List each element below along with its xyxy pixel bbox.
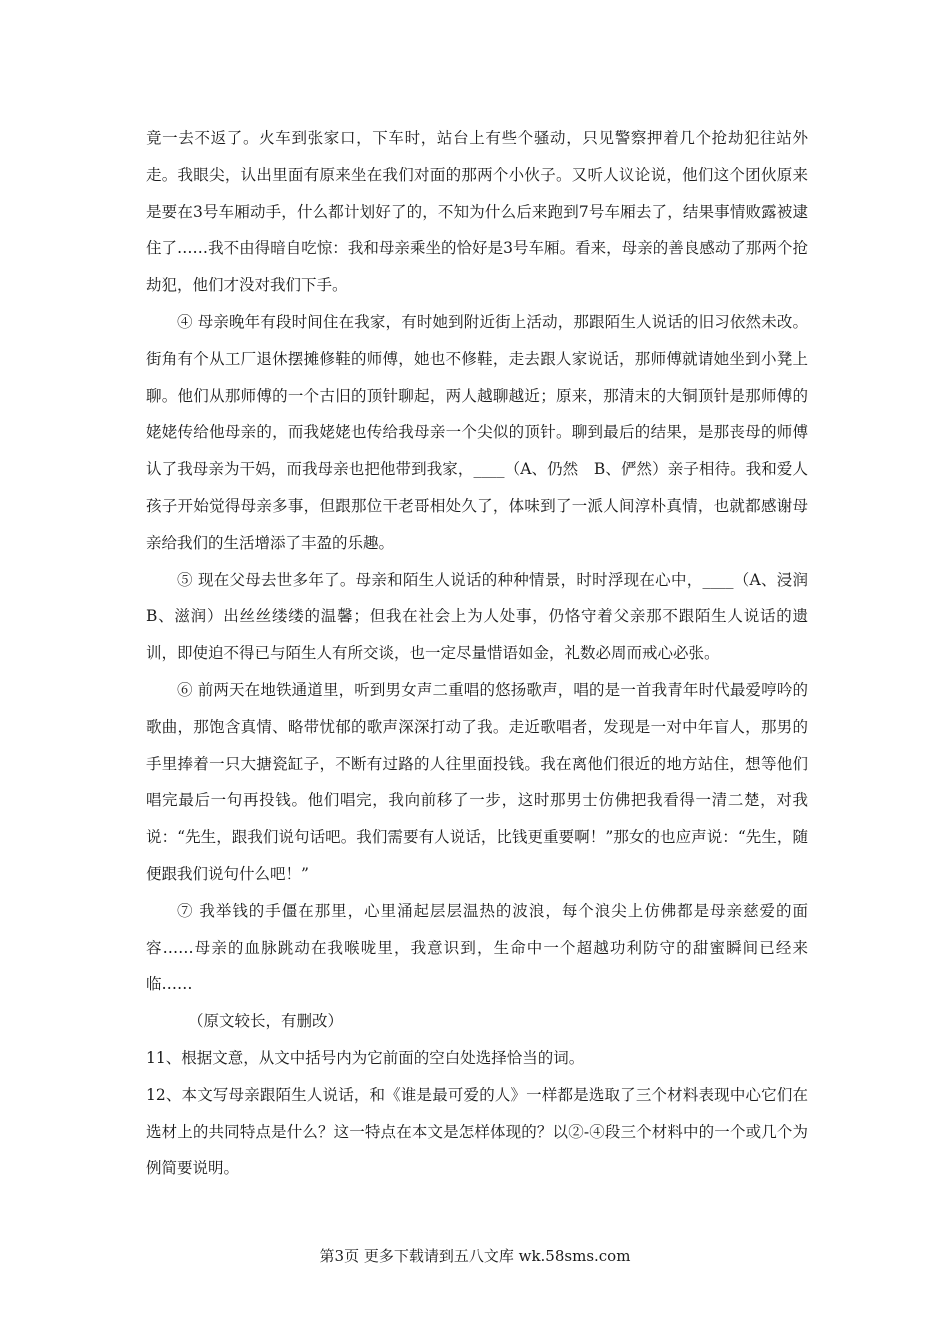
paragraph-7: ⑦ 我举钱的手僵在那里，心里涌起层层温热的波浪，每个浪尖上仿佛都是母亲慈爱的面容……母亲的血脉跳动在我喉咙里，我意识到，生命中一个超越功利防守的甜蜜瞬间已经来临…… [146, 901, 808, 994]
paragraph-5: ⑤ 现在父母去世多年了。母亲和陌生人说话的种种情景，时时浮现在心中，____（A、浸润 B、滋润）出丝丝缕缕的温馨；但我在社会上为人处事，仍恪守着父亲那不跟陌生人说话的遗训，即使迫不得已与陌生人有所交谈，也一定尽量惜语如金，礼数必周而戒心必张。 [146, 570, 824, 663]
question-12: 12、本文写母亲跟陌生人说话，和《谁是最可爱的人》一样都是选取了三个材料表现中心它们在选材上的共同特点是什么？这一特点在本文是怎样体现的？以②-④段三个材料中的一个或几个为例简要说明。 [146, 1085, 808, 1178]
article-body [146, 120, 824, 1187]
paragraph-continued: 竟一去不返了。火车到张家口，下车时，站台上有些个骚动，只见警察押着几个抢劫犯往站外走。我眼尖，认出里面有原来坐在我们对面的那两个小伙子。又听人议论说，他们这个团伙原来是要在3号车厢动手，什么都计划好了的，不知为什么后来跑到7号车厢去了，结果事情败露被逮住了……我不由得暗自吃惊：我和母亲乘坐的恰好是3号车厢。看来，母亲的善良感动了那两个抢劫犯，他们才没对我们下手。 [146, 129, 808, 295]
source-note: （原文较长，有删改） [188, 1012, 344, 1031]
question-11: 11、根据文意，从文中括号内为它前面的空白处选择恰当的词。 [146, 1048, 585, 1067]
page-footer: 第3页 更多下载请到五八文库 wk.58sms.com [319, 1247, 631, 1265]
paragraph-6: ⑥ 前两天在地铁通道里，听到男女声二重唱的悠扬歌声，唱的是一首我青年时代最爱哼吟的歌曲，那饱含真情、略带忧郁的歌声深深打动了我。走近歌唱者，发现是一对中年盲人，那男的手里捧着一只大搪瓷缸子，不断有过路的人往里面投钱。我在离他们很近的地方站住，想等他们唱完最后一句再投钱。他们唱完，我向前移了一步，这时那男士仿佛把我看得一清二楚，对我说：“先生，跟我们说句话吧。我们需要有人说话，比钱更重要啊！”那女的也应声说：“先生，随便跟我们说句什么吧！” [146, 680, 808, 883]
paragraph-4: ④ 母亲晚年有段时间住在我家，有时她到附近街上活动，那跟陌生人说话的旧习依然未改。街角有个从工厂退休摆摊修鞋的师傅，她也不修鞋，走去跟人家说话，那师傅就请她坐到小凳上聊。他们从那师傅的一个古旧的顶针聊起，两人越聊越近；原来，那清末的大铜顶针是那师傅的姥姥传给他母亲的，而我姥姥也传给我母亲一个尖似的顶针。聊到最后的结果，是那丧母的师傅认了我母亲为干妈，而我母亲也把他带到我家，____（A、仍然 B、俨然）亲子相待。我和爱人孩子开始觉得母亲多事，但跟那位干老哥相处久了，体味到了一派人间淳朴真情，也就都感谢母亲给我们的生活增添了丰盈的乐趣。 [146, 312, 808, 552]
